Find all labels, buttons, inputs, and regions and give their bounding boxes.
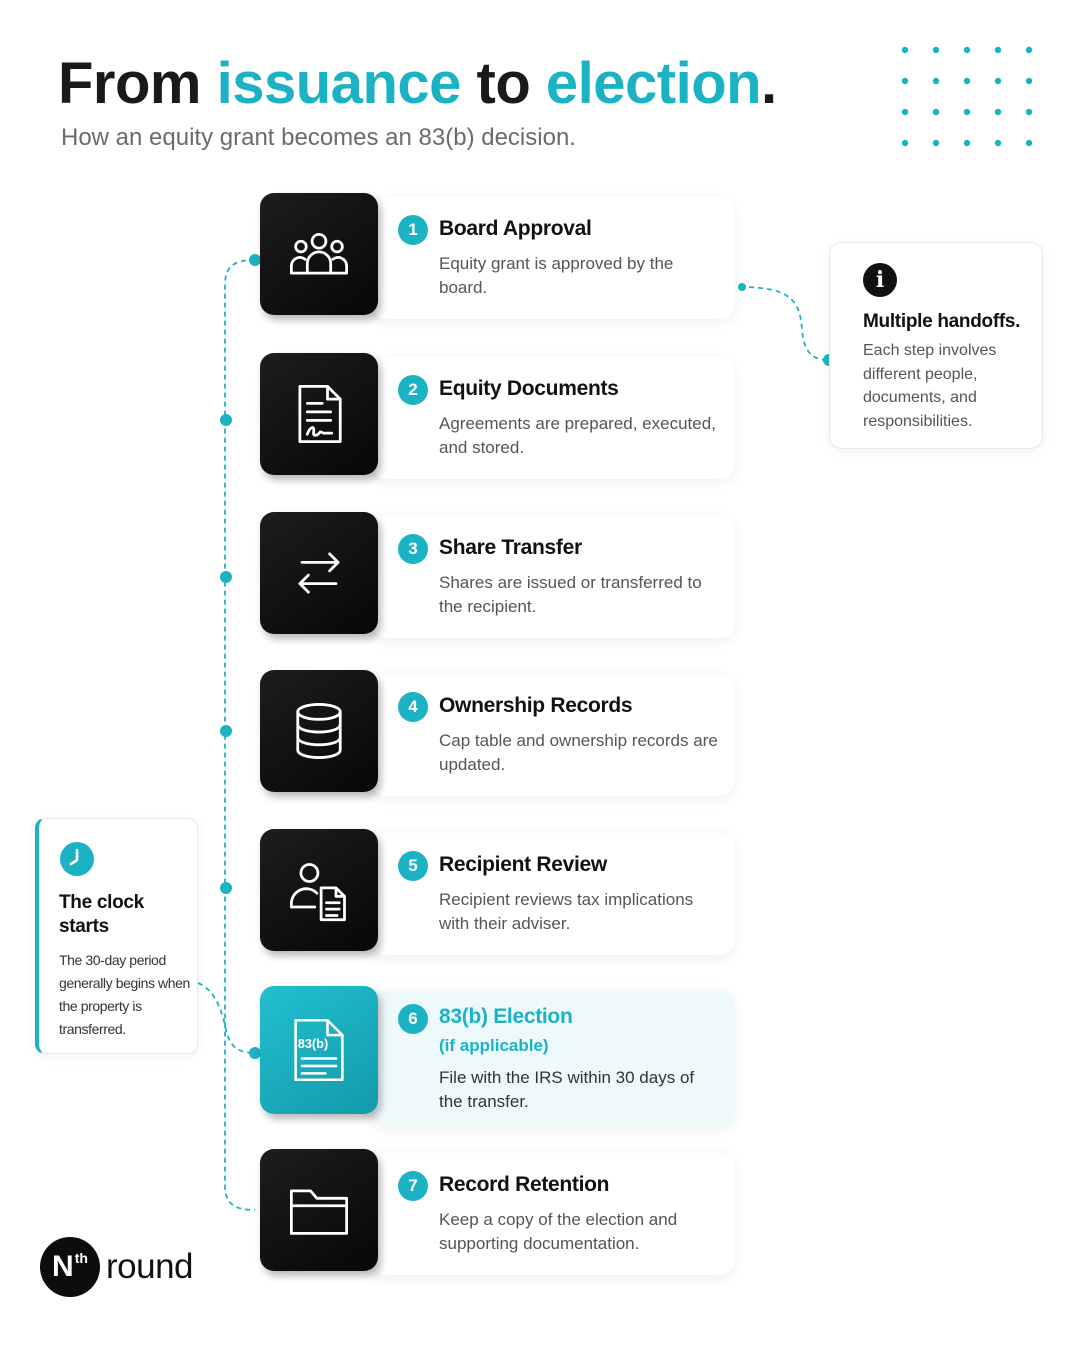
- step-subtitle: (if applicable): [439, 1036, 549, 1055]
- step-title: Record Retention: [439, 1173, 610, 1196]
- step-title: Ownership Records: [439, 694, 633, 717]
- signed-document-icon: [285, 380, 353, 448]
- step-description: Shares are issued or transferred to the recipient.: [439, 573, 702, 616]
- dot-grid-decoration: [897, 42, 1042, 152]
- step-number-badge: 7: [398, 1171, 428, 1201]
- info-icon: i: [863, 263, 897, 297]
- step-recipient-review: [260, 829, 735, 955]
- logo-badge: [40, 1237, 100, 1297]
- step-title: Recipient Review: [439, 853, 607, 876]
- step-record-retention: [260, 1149, 735, 1275]
- logo-superscript: th: [74, 1250, 88, 1266]
- people-group-icon: [285, 220, 353, 288]
- transfer-arrows-icon: [285, 539, 353, 607]
- step-ownership-records: [260, 670, 735, 796]
- folder-icon: [285, 1176, 353, 1244]
- step-tile: [260, 1149, 378, 1271]
- note-text: The 30-day period generally begins when the property is transferred.: [59, 952, 190, 1037]
- step-description: Recipient reviews tax implications with their adviser.: [439, 890, 694, 933]
- step-number-badge: 5: [398, 851, 428, 881]
- step-number-badge: 6: [398, 1004, 428, 1034]
- step-title: Equity Documents: [439, 377, 619, 400]
- step-number-badge: 3: [398, 534, 428, 564]
- page-title: From issuance to election.: [58, 51, 777, 116]
- clock-starts-note: [35, 818, 198, 1054]
- clock-icon: [59, 841, 95, 877]
- multiple-handoffs-note: [829, 242, 1043, 449]
- logo-wordmark: round: [106, 1247, 194, 1286]
- step-tile: [260, 512, 378, 634]
- form-83b-label: 83(b): [297, 1035, 329, 1051]
- step-description: Equity grant is approved by the board.: [439, 254, 674, 297]
- form-83b-icon: [285, 1016, 353, 1084]
- step-description: Cap table and ownership records are updated.: [439, 731, 718, 774]
- step-83b-election: [260, 986, 735, 1112]
- step-number-badge: 1: [398, 215, 428, 245]
- logo-letter: N: [52, 1250, 74, 1283]
- note-title: The clock starts: [59, 892, 144, 937]
- step-equity-documents: [260, 353, 735, 479]
- step-tile: [260, 986, 378, 1114]
- step-tile: [260, 353, 378, 475]
- step-title: 83(b) Election: [439, 1005, 573, 1028]
- note-title: Multiple handoffs.: [863, 311, 1021, 332]
- note-text: Each step involves different people, documents, and responsibilities.: [863, 342, 997, 430]
- step-description: Agreements are prepared, executed, and stored.: [439, 414, 716, 457]
- step-board-approval: [260, 193, 735, 319]
- person-document-icon: [285, 856, 353, 924]
- step-title: Board Approval: [439, 217, 592, 240]
- step-title: Share Transfer: [439, 536, 582, 559]
- step-description: Keep a copy of the election and supporting documentation.: [439, 1210, 678, 1253]
- page-subtitle: How an equity grant becomes an 83(b) decision.: [61, 124, 576, 151]
- step-number-badge: 4: [398, 692, 428, 722]
- database-icon: [285, 697, 353, 765]
- step-share-transfer: [260, 512, 735, 638]
- nth-round-logo: [40, 1237, 193, 1297]
- step-description: File with the IRS within 30 days of the transfer.: [439, 1068, 695, 1111]
- step-tile: [260, 670, 378, 792]
- step-number-badge: 2: [398, 375, 428, 405]
- step-tile: [260, 829, 378, 951]
- step-tile: [260, 193, 378, 315]
